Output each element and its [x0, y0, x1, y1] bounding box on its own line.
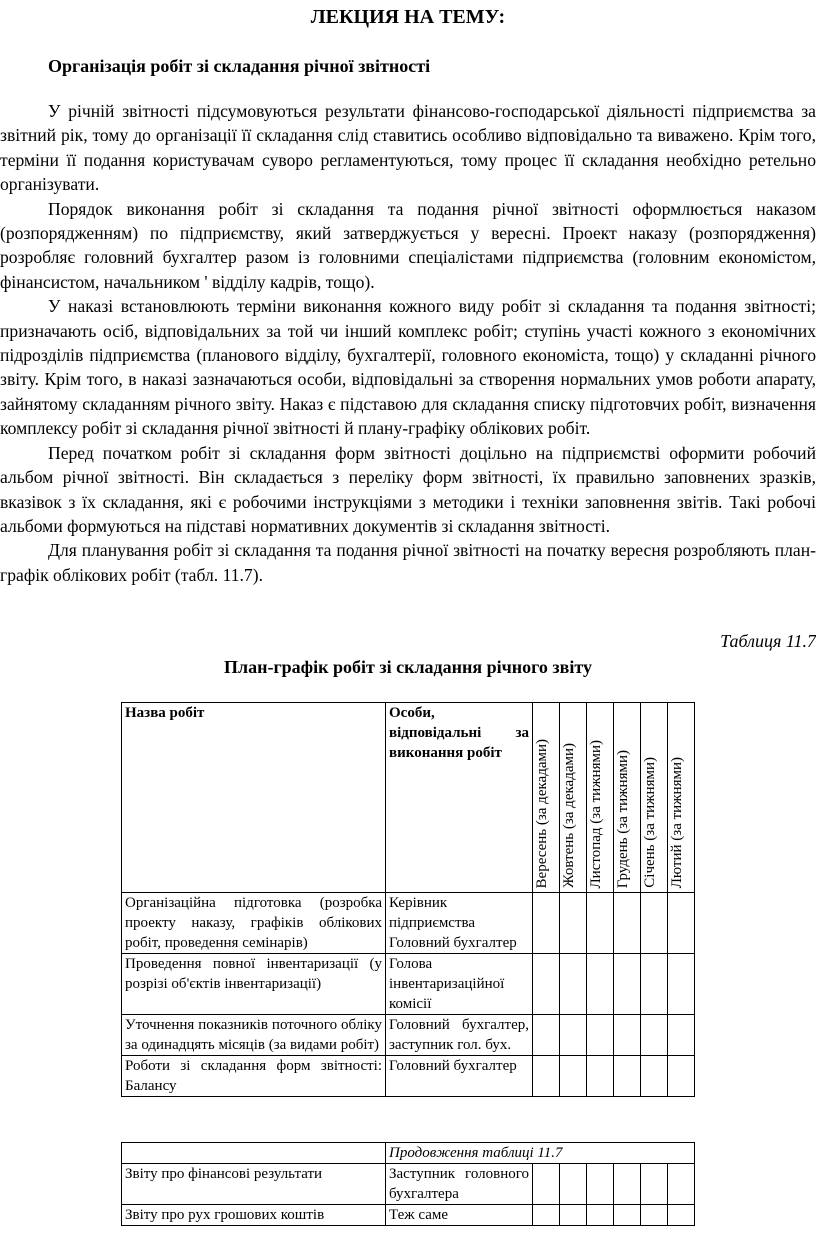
schedule-cell [641, 1205, 668, 1226]
schedule-cell [587, 1205, 614, 1226]
month-label: Грудень (за тижнями) [615, 749, 631, 888]
paragraph: Перед початком робіт зі складання форм звітності доцільно на підприємстві оформити робочий альбом річної звітності. Він складається з переліку форм звітності, їх правильно заповнених зразків, вказівок з їх складання, які є робочими інструкціями з методики і техніки заповнення звітів. Такі робочі альбоми формуються на підставі нормативних документів зі складання звітності. [0, 442, 816, 536]
schedule-cell [614, 954, 641, 1015]
schedule-cell [533, 1056, 560, 1097]
month-label: Вересень (за декадами) [534, 738, 550, 888]
schedule-cell [668, 954, 695, 1015]
schedule-table [121, 702, 695, 1097]
schedule-cell [668, 1205, 695, 1226]
header-month [533, 703, 560, 893]
schedule-cell [560, 1056, 587, 1097]
continuation-header-row [122, 1143, 695, 1164]
schedule-table-continuation [121, 1142, 695, 1226]
continuation-blank-cell [122, 1143, 386, 1164]
month-label: Жовтень (за декадами) [561, 743, 577, 888]
body-text [0, 99, 816, 587]
header-month [560, 703, 587, 893]
table-row [122, 1164, 695, 1205]
table-row [122, 1205, 695, 1226]
schedule-cell [668, 1164, 695, 1205]
schedule-cell [641, 1015, 668, 1056]
lecture-heading: ЛЕКЦИЯ НА ТЕМУ: [310, 6, 506, 28]
table-row [122, 1015, 695, 1056]
header-month [641, 703, 668, 893]
header-month [587, 703, 614, 893]
schedule-cell [587, 1015, 614, 1056]
work-cell: Звіту про фінансові результати [122, 1164, 386, 1205]
persons-cell: Заступник головного бухгалтера [386, 1164, 533, 1205]
table-header-row [122, 703, 695, 893]
schedule-cell [587, 893, 614, 954]
paragraph: Для планування робіт зі складання та подання річної звітності на початку вересня розробляють план-графік облікових робіт (табл. 11.7). [0, 540, 816, 585]
schedule-cell [560, 1205, 587, 1226]
schedule-cell [668, 1056, 695, 1097]
schedule-cell [560, 1015, 587, 1056]
header-month [614, 703, 641, 893]
schedule-cell [533, 1015, 560, 1056]
schedule-cell [587, 954, 614, 1015]
table-caption: Таблиця 11.7 [720, 631, 816, 651]
schedule-cell [587, 1164, 614, 1205]
persons-cell: Теж саме [386, 1205, 533, 1226]
header-month [668, 703, 695, 893]
header-persons: Особи, відповідальні за виконання робіт [386, 703, 533, 893]
schedule-cell [533, 954, 560, 1015]
schedule-cell [641, 1056, 668, 1097]
schedule-cell [668, 893, 695, 954]
schedule-cell [587, 1056, 614, 1097]
paragraph: У наказі встановлюють терміни виконання кожного виду робіт зі складання та подання звітності; призначають осіб, відповідальних за той чи інший комплекс робіт; ступінь участі кожного з економічних підрозділів підприємства (планового відділу, бухгалтерії, головного економіста, тощо) у складанні річного звіту. Крім того, в наказі зазначаються особи, відповідальні за створення нормальних умов роботи апарату, зайнятому складанням річного звіту. Наказ є підставою для складання списку підготовчих робіт, визначення комплексу робіт зі складання річної звітності й плану-графіку облікових робіт. [0, 296, 816, 439]
persons-cell: Голова інвентаризаційної комісії [386, 954, 533, 1015]
table-title: План-графік робіт зі складання річного звіту [224, 657, 592, 677]
persons-cell: Головний бухгалтер [386, 1056, 533, 1097]
work-cell: Роботи зі складання форм звітності: Балансу [122, 1056, 386, 1097]
work-cell: Уточнення показників поточного обліку за одинадцять місяців (за видами робіт) [122, 1015, 386, 1056]
schedule-cell [641, 954, 668, 1015]
table-row [122, 954, 695, 1015]
schedule-cell [533, 1164, 560, 1205]
table-row [122, 893, 695, 954]
persons-cell: Керівник підприємства Головний бухгалтер [386, 893, 533, 954]
persons-cell: Головний бухгалтер, заступник гол. бух. [386, 1015, 533, 1056]
schedule-cell [560, 893, 587, 954]
table-row [122, 1056, 695, 1097]
header-work: Назва робіт [122, 703, 386, 893]
paragraph: У річній звітності підсумовуються результати фінансово-господарської діяльності підприємства за звітний рік, тому до організації її складання слід ставитись особливо відповідально та виважено. Крім того, терміни її подання користувачам суворо регламентуються, тому процес її складання необхідно ретельно організувати. [0, 101, 816, 195]
schedule-cell [668, 1015, 695, 1056]
work-cell: Проведення повної інвентаризації (у розрізі об'єктів інвентаризації) [122, 954, 386, 1015]
schedule-cell [614, 1056, 641, 1097]
schedule-cell [641, 893, 668, 954]
schedule-cell [614, 1164, 641, 1205]
month-label: Лютий (за тижнями) [669, 756, 685, 888]
schedule-cell [533, 893, 560, 954]
schedule-cell [533, 1205, 560, 1226]
schedule-cell [614, 1015, 641, 1056]
lecture-subtitle: Організація робіт зі складання річної звітності [48, 56, 431, 76]
work-cell: Звіту про рух грошових коштів [122, 1205, 386, 1226]
month-label: Листопад (за тижнями) [588, 739, 604, 888]
work-cell: Організаційна підготовка (розробка проекту наказу, графіків облікових робіт, проведення семінарів) [122, 893, 386, 954]
continuation-label: Продовження таблиці 11.7 [386, 1143, 695, 1164]
schedule-cell [560, 1164, 587, 1205]
schedule-cell [614, 1205, 641, 1226]
paragraph: Порядок виконання робіт зі складання та подання річної звітності оформлюється наказом (розпорядженням) по підприємству, який затверджується у вересні. Проект наказу (розпорядження) розробляє головний бухгалтер разом із головними спеціалістами підприємства (головним економістом, фінансистом, начальником ' відділу кадрів, тощо). [0, 198, 816, 292]
schedule-cell [614, 893, 641, 954]
schedule-cell [641, 1164, 668, 1205]
month-label: Січень (за тижнями) [642, 757, 658, 888]
schedule-cell [560, 954, 587, 1015]
